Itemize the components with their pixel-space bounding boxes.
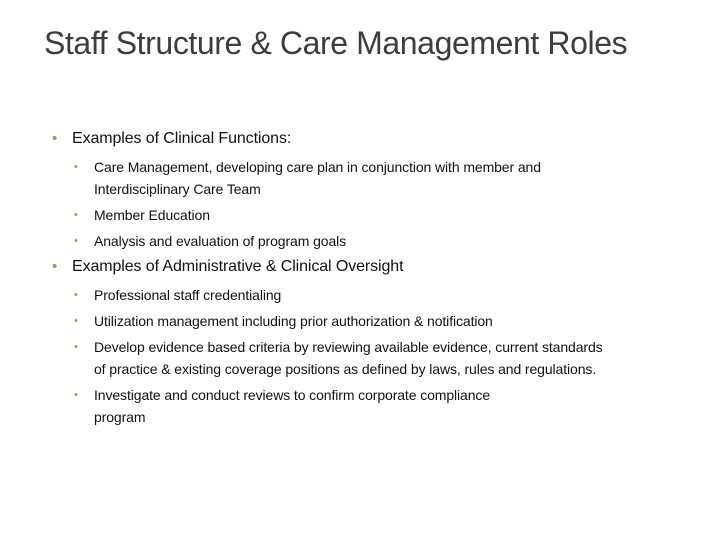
section-heading: Examples of Clinical Functions: (72, 130, 292, 147)
bullet-icon: • (74, 341, 78, 353)
list-item (74, 336, 652, 380)
section-clinical-functions (52, 128, 652, 252)
list-item-text: Investigate and conduct reviews to confirm corporate compliance program (94, 387, 491, 425)
list-item (74, 284, 652, 306)
list-item-text: Utilization management including prior authorization & notification (94, 313, 493, 329)
slide-content (52, 128, 652, 432)
list-item (74, 230, 652, 252)
list-item (74, 384, 652, 428)
section-heading: Examples of Administrative & Clinical Oversight (72, 258, 404, 275)
bullet-icon: • (74, 209, 78, 221)
slide-title: Staff Structure & Care Management Roles (44, 25, 628, 61)
bullet-icon: • (74, 389, 78, 401)
bullet-list (52, 128, 652, 428)
bullet-icon: • (52, 130, 58, 147)
bullet-icon: • (74, 289, 78, 301)
list-item (74, 156, 652, 200)
bullet-icon: • (74, 161, 78, 173)
list-item-text: Care Management, developing care plan in conjunction with member and Interdisciplinary Care Team (94, 159, 541, 197)
list-item-text: Member Education (94, 207, 210, 223)
list-item-text: Develop evidence based criteria by reviewing available evidence, current standards of practice & existing coverage positions as defined by laws, rules and regulations. (94, 339, 603, 377)
list-item (74, 204, 652, 226)
list-item (74, 310, 652, 332)
list-item-text: Analysis and evaluation of program goals (94, 233, 347, 249)
bullet-icon: • (74, 315, 78, 327)
bullet-icon: • (74, 235, 78, 247)
sub-bullet-list (72, 156, 652, 252)
section-administrative-oversight (52, 256, 652, 428)
bullet-icon: • (52, 258, 58, 275)
list-item-text: Professional staff credentialing (94, 287, 282, 303)
sub-bullet-list (72, 284, 652, 428)
